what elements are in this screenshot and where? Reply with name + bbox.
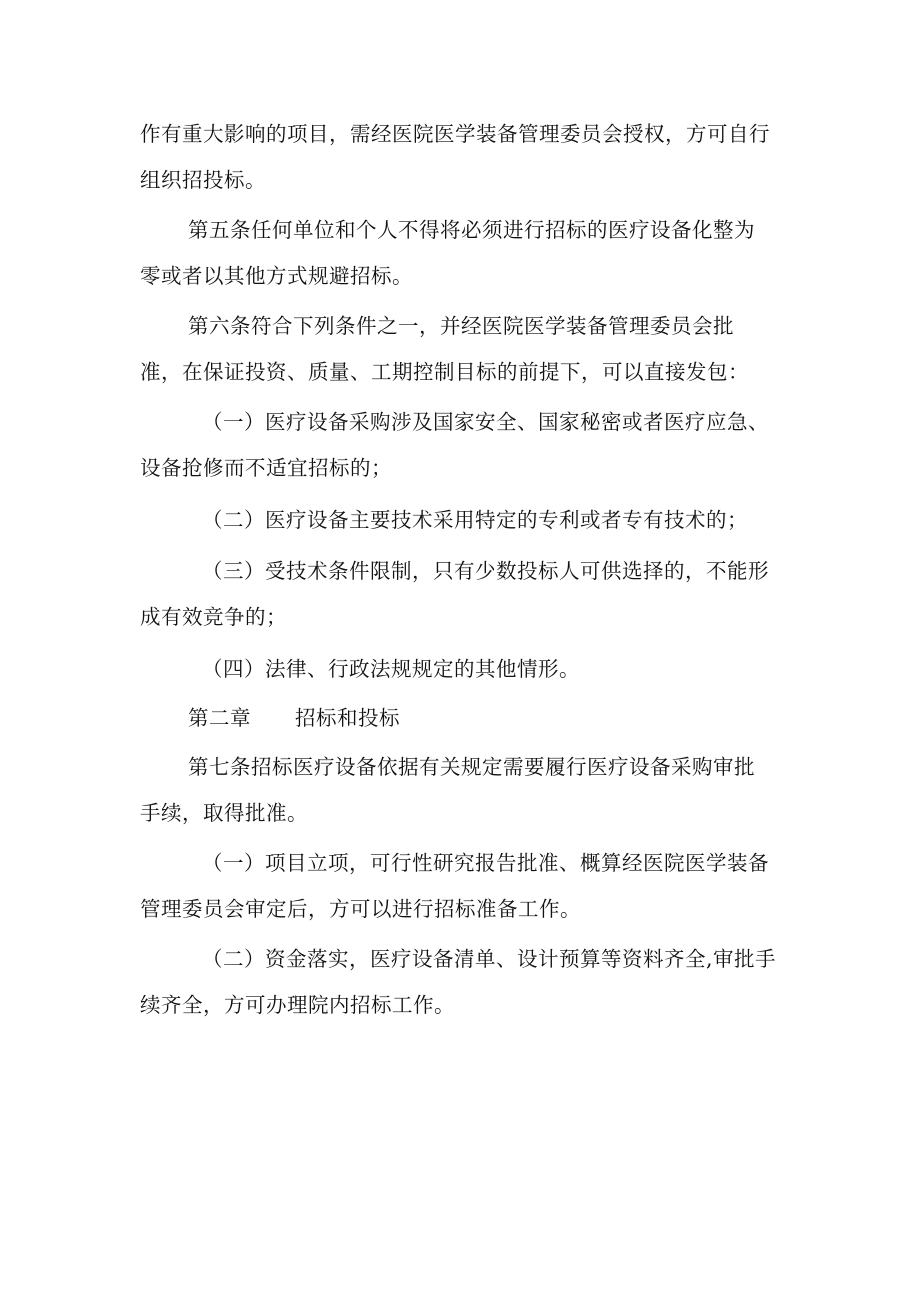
clause-4-paragraph — [140, 646, 790, 692]
text-line: 成有效竞争的； — [140, 605, 287, 629]
clause-1-paragraph — [140, 399, 790, 491]
article-7-clause-1-paragraph — [140, 840, 790, 932]
text-line: 手续，取得批准。 — [140, 801, 308, 825]
chapter-number: 第二章 — [188, 706, 251, 730]
text-line: 第五条任何单位和个人不得将必须进行招标的医疗设备化整为 — [188, 218, 755, 242]
article-7-paragraph — [140, 744, 790, 836]
text-line: 组织招投标。 — [140, 168, 266, 192]
text-line: （四）法律、行政法规规定的其他情形。 — [202, 657, 580, 681]
text-line: （一）项目立项，可行性研究报告批准、概算经医院医学装备 — [202, 851, 769, 875]
article-7-clause-2-paragraph — [140, 936, 790, 1028]
text-line: 管理委员会审定后，方可以进行招标准备工作。 — [140, 897, 581, 921]
clause-3-paragraph — [140, 548, 790, 640]
text-line: （二）医疗设备主要技术采用特定的专利或者专有技术的； — [202, 508, 748, 532]
text-line: 第六条符合下列条件之一，并经医院医学装备管理委员会批 — [188, 314, 734, 338]
chapter-title: 招标和投标 — [295, 706, 400, 730]
paragraph-continuation — [140, 111, 790, 203]
text-line: （三）受技术条件限制，只有少数投标人可供选择的，不能形 — [202, 559, 769, 583]
text-line: 设备抢修而不适宜招标的； — [140, 456, 392, 480]
chapter-heading — [188, 695, 400, 741]
clause-2-paragraph — [140, 497, 790, 543]
article-6-paragraph — [140, 303, 790, 395]
text-line: （二）资金落实，医疗设备清单、设计预算等资料齐全,审批手 — [202, 947, 777, 971]
text-line: 零或者以其他方式规避招标。 — [140, 264, 413, 288]
text-line: 续齐全，方可办理院内招标工作。 — [140, 993, 455, 1017]
text-line: 作有重大影响的项目，需经医院医学装备管理委员会授权，方可自行 — [140, 122, 770, 146]
article-5-paragraph — [140, 207, 790, 299]
text-line: 准，在保证投资、质量、工期控制目标的前提下，可以直接发包： — [140, 360, 749, 384]
text-line: 第七条招标医疗设备依据有关规定需要履行医疗设备采购审批 — [188, 755, 755, 779]
text-line: （一）医疗设备采购涉及国家安全、国家秘密或者医疗应急、 — [202, 410, 769, 434]
